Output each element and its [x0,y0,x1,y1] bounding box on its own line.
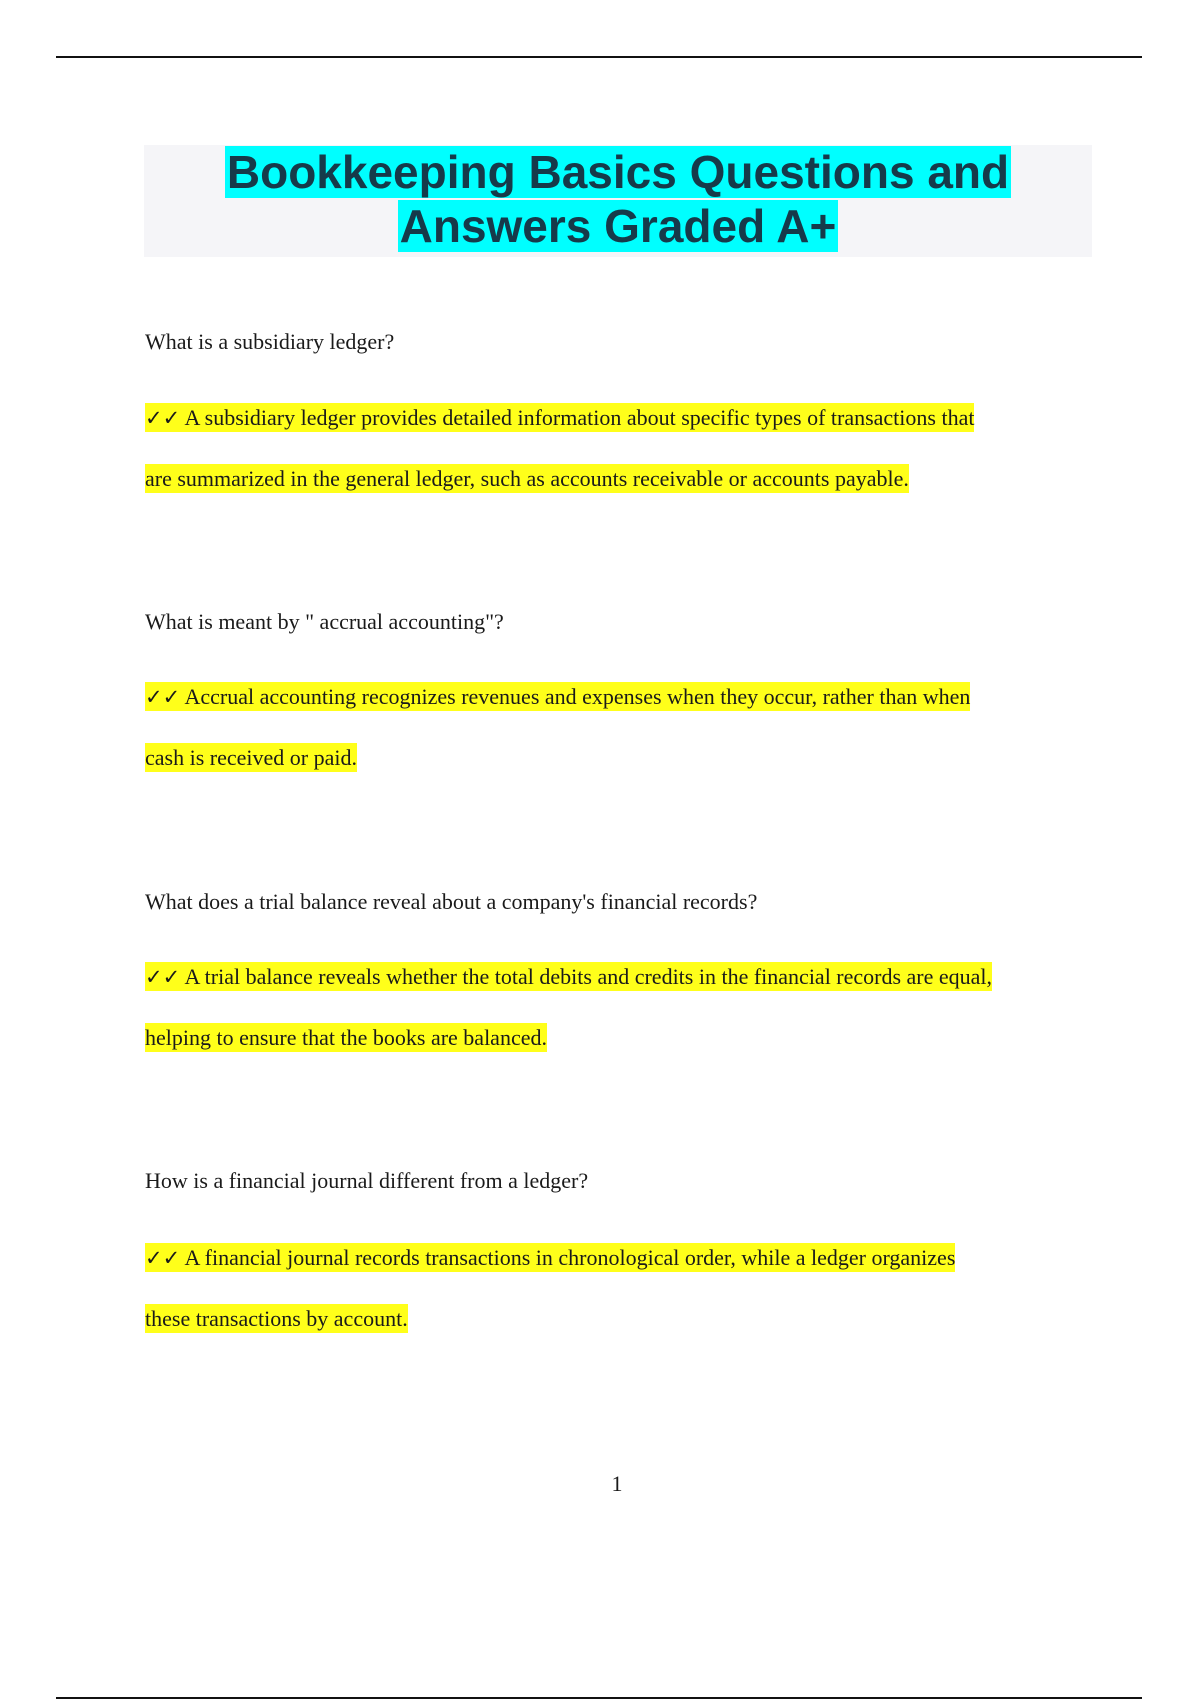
answer-highlight [145,962,992,991]
question-text: How is a financial journal different from a ledger? [145,1168,589,1193]
page-number: 1 [611,1471,623,1496]
answer-text: are summarized in the general ledger, such as accounts receivable or accounts payable. [145,466,909,491]
double-check-icon: ✓✓ [145,685,181,709]
answer-line [145,1024,547,1052]
answer-highlight [145,682,970,711]
answer-line [145,744,357,772]
title-line-1: Bookkeeping Basics Questions and [226,146,1010,198]
double-check-icon: ✓✓ [145,965,181,989]
answer-line [145,963,992,991]
question-text: What is a subsidiary ledger? [145,329,395,354]
answer-highlight [145,1243,955,1272]
double-check-icon: ✓✓ [145,1246,181,1270]
bottom-rule [56,1697,1142,1699]
top-rule [56,56,1142,58]
question-text: What does a trial balance reveal about a company's financial records? [145,889,758,914]
question-text: What is meant by " accrual accounting"? [145,609,504,634]
answer-text: helping to ensure that the books are balanced. [145,1025,547,1050]
answer-line [145,683,970,711]
answer-line [145,465,909,493]
answer-line [145,1305,408,1333]
answer-highlight [145,403,974,432]
title-line-2: Answers Graded A+ [399,200,837,252]
answer-text: A subsidiary ledger provides detailed information about specific types of transactions that [184,405,975,430]
answer-text: these transactions by account. [145,1306,408,1331]
double-check-icon: ✓✓ [145,406,181,430]
answer-line [145,1244,955,1272]
answer-text: Accrual accounting recognizes revenues and expenses when they occur, rather than when [184,684,971,709]
answer-text: A financial journal records transactions in chronological order, while a ledger organizes [184,1245,956,1270]
answer-line [145,404,974,432]
page-title [144,145,1092,253]
title-block [144,145,1092,257]
answer-text: cash is received or paid. [145,745,357,770]
answer-text: A trial balance reveals whether the total debits and credits in the financial records are equal, [184,964,993,989]
